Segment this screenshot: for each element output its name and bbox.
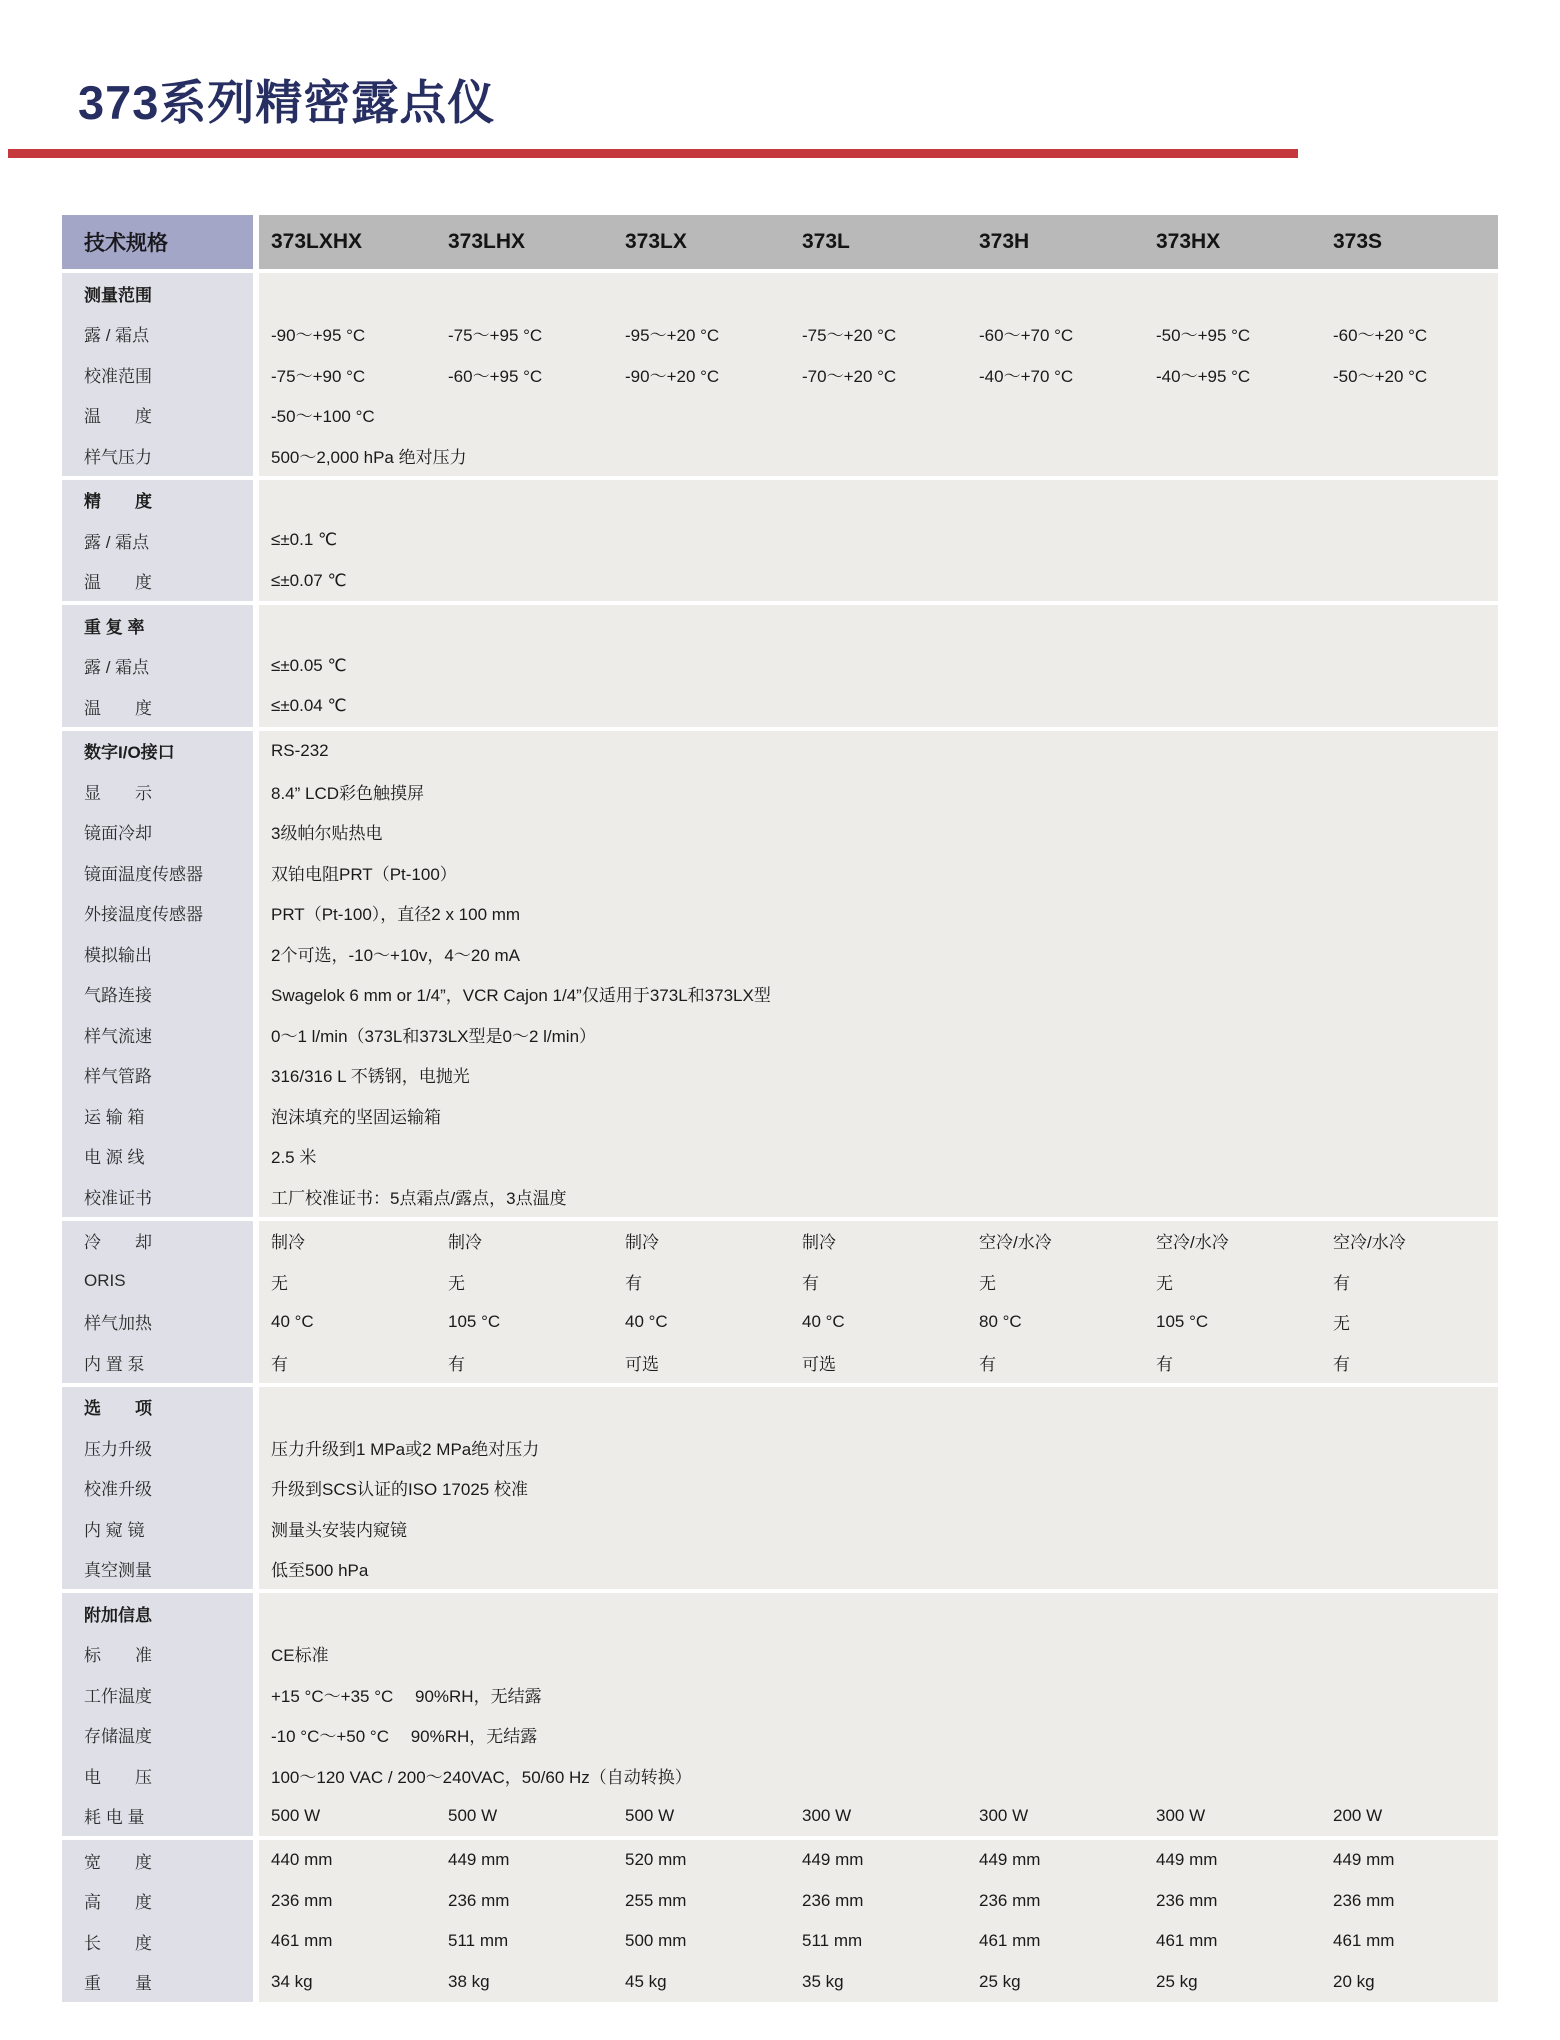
spec-row: [62, 974, 1498, 1015]
spec-value-cell: 25 kg: [967, 1962, 1144, 2003]
spec-label-cell: 真空测量: [62, 1549, 253, 1590]
spec-value-cell: [259, 480, 1498, 521]
spec-label-cell: 气路连接: [62, 974, 253, 1015]
spec-label-cell: 样气管路: [62, 1055, 253, 1096]
spec-label-cell: 镜面冷却: [62, 812, 253, 853]
spec-label-cell: 测量范围: [62, 273, 253, 314]
spec-row: [62, 1221, 1498, 1262]
spec-value-cell: 40 °C: [790, 1302, 967, 1343]
spec-row: [62, 561, 1498, 602]
spec-value-cell: 20 kg: [1321, 1962, 1498, 2003]
spec-value-cell: 有: [1321, 1261, 1498, 1302]
spec-label-cell: 校准升级: [62, 1468, 253, 1509]
spec-value-cell: 500 W: [436, 1796, 613, 1837]
spec-value-cell: 有: [967, 1342, 1144, 1383]
spec-row: [62, 686, 1498, 727]
spec-value-cell: -10 °C～+50 °C 90%RH，无结露: [259, 1715, 1498, 1756]
spec-row: [62, 1549, 1498, 1590]
spec-value-cell: 空冷/水冷: [1321, 1221, 1498, 1262]
spec-label-cell: 内 窥 镜: [62, 1508, 253, 1549]
spec-row: [62, 812, 1498, 853]
spec-row: [62, 1014, 1498, 1055]
spec-value-cell: -50～+95 °C: [1144, 314, 1321, 355]
spec-row: [62, 893, 1498, 934]
spec-row: [62, 1427, 1498, 1468]
spec-value-cell: -95～+20 °C: [613, 314, 790, 355]
spec-row: [62, 273, 1498, 314]
spec-row: [62, 1136, 1498, 1177]
spec-label-cell: 露 / 霜点: [62, 314, 253, 355]
spec-value-cell: 制冷: [436, 1221, 613, 1262]
spec-label-cell: 耗 电 量: [62, 1796, 253, 1837]
spec-value-cell: 有: [259, 1342, 436, 1383]
spec-value-cell: RS-232: [259, 731, 1498, 772]
spec-value-cell: ≤±0.1 ℃: [259, 520, 1498, 561]
spec-row: [62, 605, 1498, 646]
spec-value-cell: 511 mm: [436, 1921, 613, 1962]
spec-section: [62, 273, 1498, 476]
spec-value-cell: 80 °C: [967, 1302, 1144, 1343]
spec-value-cell: [259, 273, 1498, 314]
spec-value-cell: 25 kg: [1144, 1962, 1321, 2003]
model-header-cell: 373LXHX: [259, 215, 436, 269]
spec-label-cell: 高 度: [62, 1881, 253, 1922]
spec-value-cell: 无: [259, 1261, 436, 1302]
spec-label-cell: 内 置 泵: [62, 1342, 253, 1383]
spec-label-cell: 镜面温度传感器: [62, 852, 253, 893]
spec-value-cell: [259, 1387, 1498, 1428]
spec-value-cell: 461 mm: [1144, 1921, 1321, 1962]
spec-value-cell: 520 mm: [613, 1840, 790, 1881]
spec-value-cell: 有: [613, 1261, 790, 1302]
spec-value-cell: -90～+20 °C: [613, 354, 790, 395]
model-header-cell: 373LHX: [436, 215, 613, 269]
spec-value-cell: 无: [1144, 1261, 1321, 1302]
spec-value-cell: 无: [436, 1261, 613, 1302]
spec-value-cell: 500 W: [613, 1796, 790, 1837]
spec-value-cell: -70～+20 °C: [790, 354, 967, 395]
spec-value-cell: 449 mm: [967, 1840, 1144, 1881]
spec-value-cell: PRT（Pt-100），直径2 x 100 mm: [259, 893, 1498, 934]
spec-row: [62, 1387, 1498, 1428]
spec-value-cell: 制冷: [259, 1221, 436, 1262]
spec-label-cell: 长 度: [62, 1921, 253, 1962]
spec-row: [62, 435, 1498, 476]
spec-row: [62, 314, 1498, 355]
spec-row: [62, 1634, 1498, 1675]
spec-value-cell: 泡沫填充的坚固运输箱: [259, 1095, 1498, 1136]
spec-value-cell: 无: [1321, 1302, 1498, 1343]
spec-row: [62, 1342, 1498, 1383]
spec-label-cell: 标 准: [62, 1634, 253, 1675]
spec-label-cell: 样气加热: [62, 1302, 253, 1343]
spec-section: [62, 1593, 1498, 1836]
spec-value-cell: 45 kg: [613, 1962, 790, 2003]
spec-value-cell: 无: [967, 1261, 1144, 1302]
spec-value-cell: 有: [1321, 1342, 1498, 1383]
spec-section: [62, 1387, 1498, 1590]
spec-row: [62, 1055, 1498, 1096]
spec-row: [62, 731, 1498, 772]
spec-value-cell: 测量头安装内窥镜: [259, 1508, 1498, 1549]
spec-value-cell: 236 mm: [436, 1881, 613, 1922]
spec-value-cell: 3级帕尔贴热电: [259, 812, 1498, 853]
spec-value-cell: 200 W: [1321, 1796, 1498, 1837]
model-header-cell: 373S: [1321, 215, 1498, 269]
spec-value-cell: -40～+70 °C: [967, 354, 1144, 395]
spec-table: [62, 215, 1498, 2002]
spec-value-cell: CE标准: [259, 1634, 1498, 1675]
spec-value-cell: 40 °C: [259, 1302, 436, 1343]
spec-value-cell: -50～+20 °C: [1321, 354, 1498, 395]
model-header-cell: 373LX: [613, 215, 790, 269]
spec-value-cell: 461 mm: [1321, 1921, 1498, 1962]
spec-value-cell: 双铂电阻PRT（Pt-100）: [259, 852, 1498, 893]
spec-value-cell: 低至500 hPa: [259, 1549, 1498, 1590]
spec-value-cell: 制冷: [613, 1221, 790, 1262]
spec-value-cell: 有: [790, 1261, 967, 1302]
spec-value-cell: 可选: [790, 1342, 967, 1383]
model-header-cell: 373L: [790, 215, 967, 269]
spec-value-cell: 300 W: [790, 1796, 967, 1837]
header-label-cell: 技术规格: [62, 215, 253, 269]
spec-value-cell: 236 mm: [790, 1881, 967, 1922]
spec-row: [62, 480, 1498, 521]
spec-label-cell: ORIS: [62, 1261, 253, 1302]
spec-label-cell: 运 输 箱: [62, 1095, 253, 1136]
title-underline-rule: [8, 149, 1298, 158]
spec-value-cell: 35 kg: [790, 1962, 967, 2003]
spec-row: [62, 1755, 1498, 1796]
spec-section: [62, 1840, 1498, 2002]
spec-table-body: [62, 273, 1498, 2002]
spec-label-cell: 样气流速: [62, 1014, 253, 1055]
spec-value-cell: 236 mm: [1144, 1881, 1321, 1922]
spec-value-cell: 100～120 VAC / 200～240VAC，50/60 Hz（自动转换）: [259, 1755, 1498, 1796]
spec-value-cell: 空冷/水冷: [1144, 1221, 1321, 1262]
page-title: 373系列精密露点仪: [78, 76, 496, 129]
spec-section: [62, 731, 1498, 1217]
spec-value-cell: 500～2,000 hPa 绝对压力: [259, 435, 1498, 476]
spec-value-cell: 可选: [613, 1342, 790, 1383]
spec-label-cell: 温 度: [62, 561, 253, 602]
spec-value-cell: [259, 605, 1498, 646]
spec-label-cell: 附加信息: [62, 1593, 253, 1634]
spec-value-cell: -40～+95 °C: [1144, 354, 1321, 395]
spec-value-cell: 255 mm: [613, 1881, 790, 1922]
spec-value-cell: -60～+20 °C: [1321, 314, 1498, 355]
spec-value-cell: 449 mm: [1144, 1840, 1321, 1881]
spec-value-cell: [259, 1593, 1498, 1634]
spec-row: [62, 1921, 1498, 1962]
spec-value-cell: -75～+20 °C: [790, 314, 967, 355]
spec-row: [62, 1095, 1498, 1136]
spec-value-cell: ≤±0.04 ℃: [259, 686, 1498, 727]
spec-value-cell: 500 mm: [613, 1921, 790, 1962]
spec-label-cell: 显 示: [62, 771, 253, 812]
spec-row: [62, 395, 1498, 436]
spec-value-cell: 461 mm: [967, 1921, 1144, 1962]
spec-value-cell: 34 kg: [259, 1962, 436, 2003]
spec-value-cell: -75～+95 °C: [436, 314, 613, 355]
spec-label-cell: 工作温度: [62, 1674, 253, 1715]
spec-value-cell: 511 mm: [790, 1921, 967, 1962]
spec-value-cell: -50～+100 °C: [259, 395, 1498, 436]
spec-value-cell: 105 °C: [436, 1302, 613, 1343]
spec-label-cell: 温 度: [62, 686, 253, 727]
spec-label-cell: 校准证书: [62, 1176, 253, 1217]
spec-row: [62, 1881, 1498, 1922]
spec-value-cell: 236 mm: [967, 1881, 1144, 1922]
spec-value-cell: 105 °C: [1144, 1302, 1321, 1343]
spec-value-cell: 0～1 l/min（373L和373LX型是0～2 l/min）: [259, 1014, 1498, 1055]
spec-row: [62, 1840, 1498, 1881]
spec-label-cell: 外接温度传感器: [62, 893, 253, 934]
spec-value-cell: 236 mm: [259, 1881, 436, 1922]
spec-label-cell: 模拟输出: [62, 933, 253, 974]
spec-label-cell: 存储温度: [62, 1715, 253, 1756]
spec-section: [62, 480, 1498, 602]
spec-value-cell: ≤±0.07 ℃: [259, 561, 1498, 602]
spec-value-cell: 2个可选，-10～+10v，4～20 mA: [259, 933, 1498, 974]
spec-row: [62, 1674, 1498, 1715]
spec-value-cell: 2.5 米: [259, 1136, 1498, 1177]
spec-row: [62, 771, 1498, 812]
spec-label-cell: 露 / 霜点: [62, 520, 253, 561]
spec-section: [62, 1221, 1498, 1383]
spec-value-cell: 449 mm: [436, 1840, 613, 1881]
spec-value-cell: 38 kg: [436, 1962, 613, 2003]
spec-section: [62, 605, 1498, 727]
spec-value-cell: 工厂校准证书：5点霜点/露点，3点温度: [259, 1176, 1498, 1217]
spec-value-cell: -60～+70 °C: [967, 314, 1144, 355]
model-header-cell: 373H: [967, 215, 1144, 269]
spec-row: [62, 1261, 1498, 1302]
spec-label-cell: 重 复 率: [62, 605, 253, 646]
spec-value-cell: Swagelok 6 mm or 1/4”，VCR Cajon 1/4”仅适用于373L和373LX型: [259, 974, 1498, 1015]
spec-value-cell: 449 mm: [1321, 1840, 1498, 1881]
spec-value-cell: 461 mm: [259, 1921, 436, 1962]
spec-value-cell: 升级到SCS认证的ISO 17025 校准: [259, 1468, 1498, 1509]
spec-value-cell: 8.4” LCD彩色触摸屏: [259, 771, 1498, 812]
spec-row: [62, 1176, 1498, 1217]
spec-row: [62, 933, 1498, 974]
spec-row: [62, 1508, 1498, 1549]
spec-row: [62, 1715, 1498, 1756]
spec-value-cell: 制冷: [790, 1221, 967, 1262]
spec-row: [62, 646, 1498, 687]
spec-label-cell: 电 源 线: [62, 1136, 253, 1177]
spec-value-cell: 440 mm: [259, 1840, 436, 1881]
spec-value-cell: 300 W: [1144, 1796, 1321, 1837]
spec-label-cell: 数字I/O接口: [62, 731, 253, 772]
spec-value-cell: 449 mm: [790, 1840, 967, 1881]
model-header-cell: 373HX: [1144, 215, 1321, 269]
spec-label-cell: 校准范围: [62, 354, 253, 395]
spec-label-cell: 精 度: [62, 480, 253, 521]
spec-value-cell: +15 °C～+35 °C 90%RH，无结露: [259, 1674, 1498, 1715]
spec-row: [62, 852, 1498, 893]
spec-value-cell: 40 °C: [613, 1302, 790, 1343]
spec-label-cell: 重 量: [62, 1962, 253, 2003]
spec-label-cell: 露 / 霜点: [62, 646, 253, 687]
spec-value-cell: 压力升级到1 MPa或2 MPa绝对压力: [259, 1427, 1498, 1468]
spec-value-cell: 300 W: [967, 1796, 1144, 1837]
spec-row: [62, 1593, 1498, 1634]
spec-label-cell: 选 项: [62, 1387, 253, 1428]
spec-value-cell: 236 mm: [1321, 1881, 1498, 1922]
spec-table-header-row: [62, 215, 1498, 269]
spec-value-cell: -75～+90 °C: [259, 354, 436, 395]
spec-row: [62, 1468, 1498, 1509]
spec-row: [62, 1302, 1498, 1343]
spec-value-cell: 316/316 L 不锈钢，电抛光: [259, 1055, 1498, 1096]
spec-label-cell: 电 压: [62, 1755, 253, 1796]
spec-label-cell: 样气压力: [62, 435, 253, 476]
spec-label-cell: 冷 却: [62, 1221, 253, 1262]
spec-row: [62, 1962, 1498, 2003]
spec-row: [62, 354, 1498, 395]
spec-value-cell: 空冷/水冷: [967, 1221, 1144, 1262]
spec-value-cell: 有: [1144, 1342, 1321, 1383]
spec-value-cell: 500 W: [259, 1796, 436, 1837]
spec-label-cell: 压力升级: [62, 1427, 253, 1468]
spec-row: [62, 1796, 1498, 1837]
spec-value-cell: 有: [436, 1342, 613, 1383]
spec-value-cell: -90～+95 °C: [259, 314, 436, 355]
spec-value-cell: -60～+95 °C: [436, 354, 613, 395]
spec-value-cell: ≤±0.05 ℃: [259, 646, 1498, 687]
spec-label-cell: 宽 度: [62, 1840, 253, 1881]
spec-label-cell: 温 度: [62, 395, 253, 436]
spec-row: [62, 520, 1498, 561]
